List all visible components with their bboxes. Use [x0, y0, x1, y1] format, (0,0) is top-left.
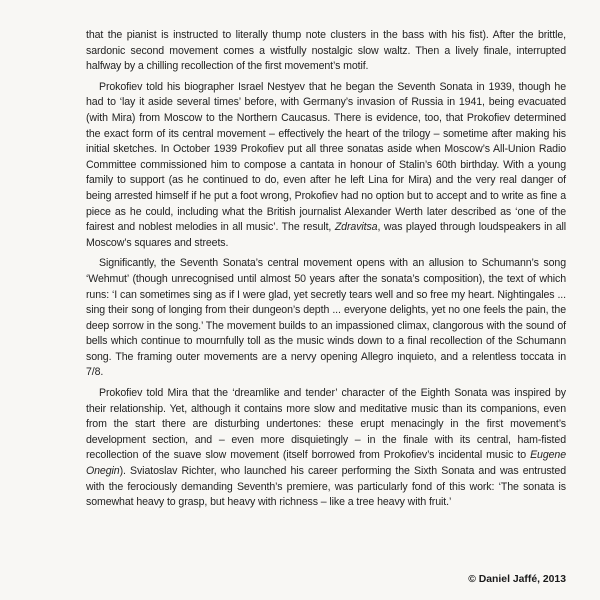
paragraph-text: Prokofiev told his biographer Israel Nestyev that he began the Seventh Sonata in 1939, though he had to ‘lay it aside several times’ before, with Germany’s invasion of Russia in 1941, being evacuated (with Mira) from Moscow to the Northern Caucasus. There is evidence, too, that Prokofiev determined the exact form of its central movement – effectively the heart of the trilogy – sometime after making his initial sketches. In October 1939 Prokofiev put all three sonatas aside when Moscow’s All-Union Radio Committee commissioned him to compose a cantata in honour of Stalin’s 60th birthday. With a young family to support (as he continued to do, even after he left Lina for Mira) and the very real danger of being arrested himself if he put a foot wrong, Prokofiev had no option but to accept and to write as fine a piece as he could, including what the British journalist Alexander Werth later described as ‘one of the fairest and noblest melodies in all music’. The result, — [86, 80, 566, 234]
italic-title-text: Eugene Onegin — [86, 449, 566, 478]
author-credit: © Daniel Jaffé, 2013 — [468, 574, 566, 585]
paragraph-text: Significantly, the Seventh Sonata’s central movement opens with an allusion to Schumann’s song ‘Wehmut’ (though unrecognised until almost 50 years after the sonata’s composition), the text of which runs: ‘I can sometimes sing as if I were glad, yet secretly tears well and so free my heart. Nightingales ... sing their song of longing from their dungeon’s depth ... everyone delights, yet no one feels the pain, the deep sorrow in the song.’ The movement builds to an impassioned climax, clangorous with the sound of bells which continue to mournfully toll as the music winds down to a final recollection of the Schumann song. The framing outer movements are a nervy opening Allegro inquieto, and a relentless toccata in 7/8. — [86, 257, 566, 379]
paragraph-text: Prokofiev told Mira that the ‘dreamlike and tender’ character of the Eighth Sonata was inspired by their relationship. Yet, although it contains more slow and meditative music than its companions, even from the start there are disturbing undertones: these erupt menacingly in the first movement’s development section, and – even more disquietingly – in the finale with its central, ham-fisted recollection of the suave slow movement (itself borrowed from Prokofiev’s incidental music to — [86, 387, 566, 462]
paragraph — [86, 256, 566, 381]
paragraph — [86, 28, 566, 75]
paragraph-text: that the pianist is instructed to literally thump note clusters in the bass with his fist). After the brittle, sardonic second movement comes a wistfully nostalgic slow waltz. Then a lively finale, interrupted halfway by a chilling recollection of the first movement’s motif. — [86, 29, 566, 73]
italic-title-text: Zdravitsa — [334, 221, 378, 234]
paragraph — [86, 80, 566, 252]
body-text — [86, 28, 566, 516]
paragraph-text: , was played through loudspeakers in all Moscow’s squares and streets. — [86, 221, 567, 249]
paragraph — [86, 386, 566, 511]
paragraph-text: ). Sviatoslav Richter, who launched his career performing the Sixth Sonata and was entrusted with the ferociously demanding Seventh’s premiere, was particularly fond of this work: ‘The sonata is somewhat heavy to grasp, but heavy with richness – like a tree heavy with fruit.’ — [86, 465, 566, 509]
